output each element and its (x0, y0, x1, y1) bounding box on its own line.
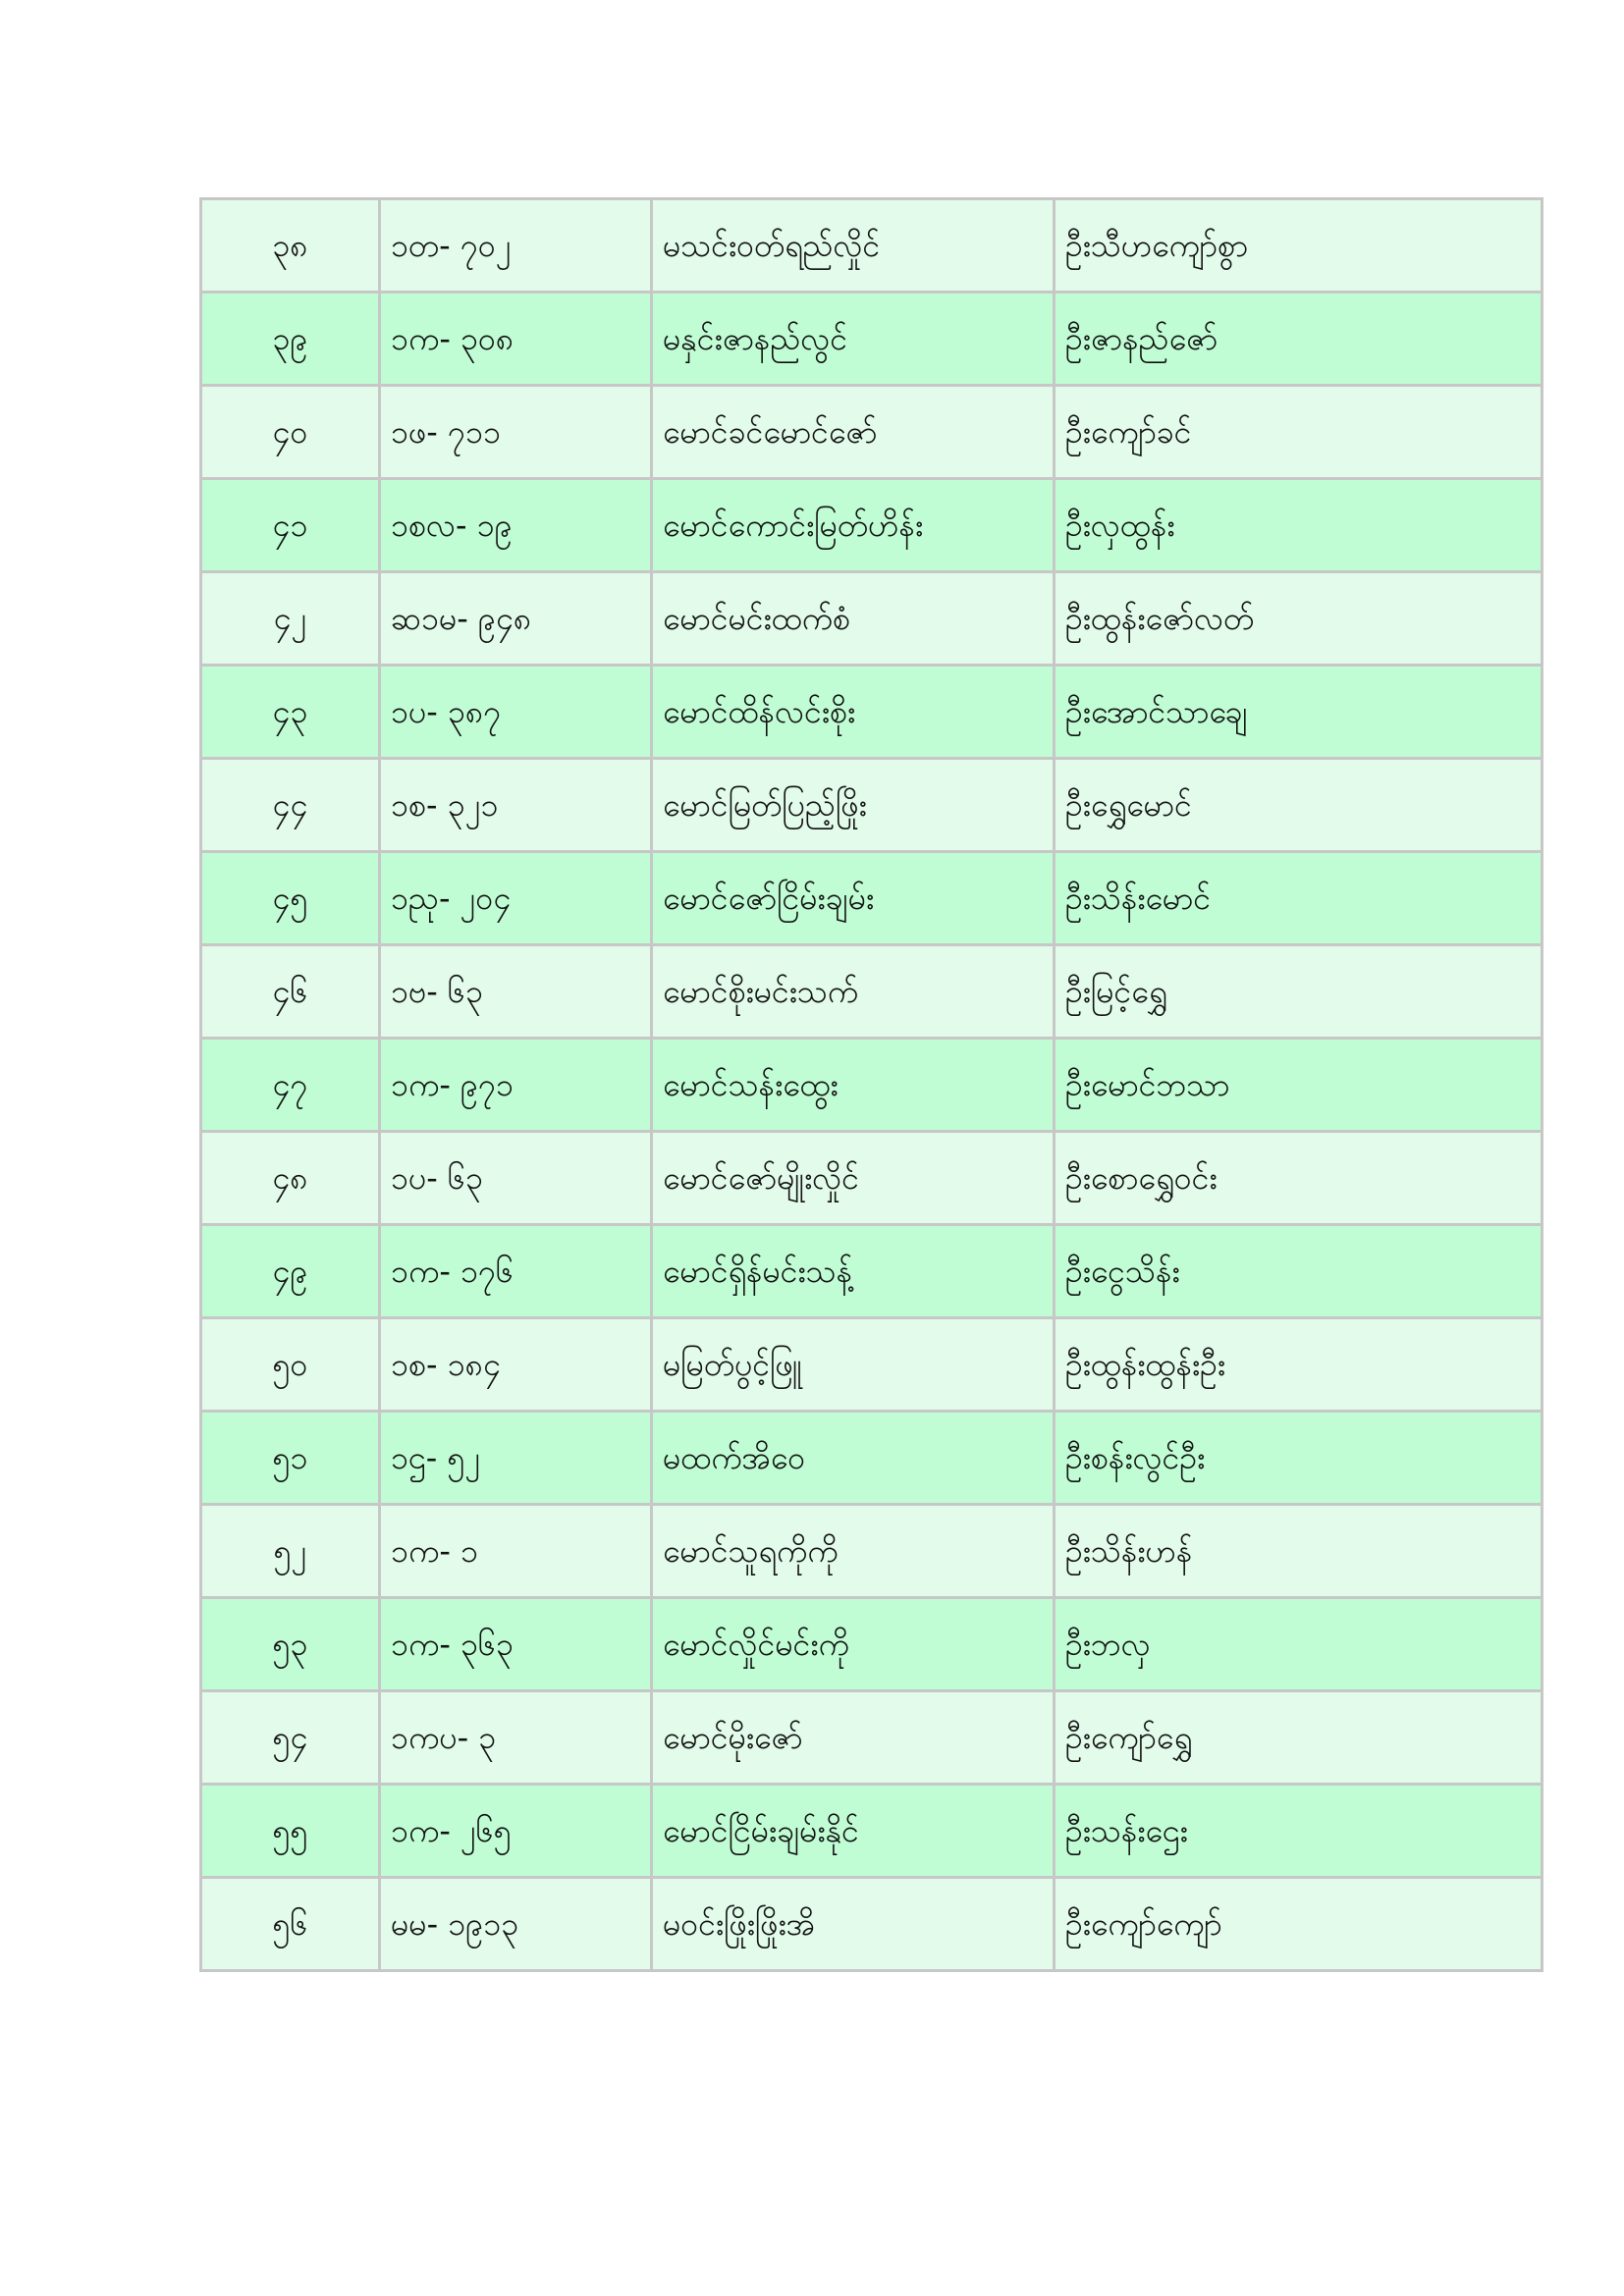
cell-student-name: မောင်ထိန်လင်းစိုး (652, 666, 1055, 759)
table-row (201, 1318, 1543, 1412)
cell-serial-number: ၄၁ (201, 479, 380, 572)
cell-registration-number: ၁က- ၁ (380, 1505, 652, 1598)
cell-student-name: မောင်မင်းထက်စံ (652, 572, 1055, 666)
cell-father-name: ဦးထွန်းဇော်လတ် (1055, 572, 1543, 666)
cell-father-name: ဦးစန်းလွင်ဦး (1055, 1412, 1543, 1505)
cell-serial-number: ၅၂ (201, 1505, 380, 1598)
table-row (201, 1785, 1543, 1878)
cell-serial-number: ၅၅ (201, 1785, 380, 1878)
table-row (201, 1039, 1543, 1132)
cell-registration-number: ၁ကပ- ၃ (380, 1691, 652, 1785)
cell-father-name: ဦးအောင်သာချေ (1055, 666, 1543, 759)
cell-serial-number: ၄၂ (201, 572, 380, 666)
cell-student-name: မဝင်းဖြိုးဖြိုးအိ (652, 1878, 1055, 1971)
cell-student-name: မောင်မိုးဇော် (652, 1691, 1055, 1785)
table-row (201, 1691, 1543, 1785)
cell-student-name: မောင်သန်းထွေး (652, 1039, 1055, 1132)
table-row (201, 1225, 1543, 1318)
cell-registration-number: ၁က- ၃၆၃ (380, 1598, 652, 1691)
cell-student-name: မောင်ငြိမ်းချမ်းနိုင် (652, 1785, 1055, 1878)
cell-father-name: ဦးသိန်းဟန် (1055, 1505, 1543, 1598)
table-row (201, 759, 1543, 852)
cell-father-name: ဦးကျော်ခင် (1055, 386, 1543, 479)
cell-serial-number: ၃၈ (201, 199, 380, 293)
table-row (201, 852, 1543, 945)
cell-registration-number: ၁ပ- ၃၈၇ (380, 666, 652, 759)
table-row (201, 572, 1543, 666)
cell-serial-number: ၅၆ (201, 1878, 380, 1971)
cell-student-name: မသင်းဝတ်ရည်လှိုင် (652, 199, 1055, 293)
cell-registration-number: ၁ပ- ၆၃ (380, 1132, 652, 1225)
cell-registration-number: ၁က- ၁၇၆ (380, 1225, 652, 1318)
cell-serial-number: ၅၁ (201, 1412, 380, 1505)
cell-student-name: မနှင်းဇာနည်လွင် (652, 293, 1055, 386)
cell-serial-number: ၄၄ (201, 759, 380, 852)
cell-registration-number: ၁စလ- ၁၉ (380, 479, 652, 572)
table-row (201, 479, 1543, 572)
cell-registration-number: ၁က- ၂၆၅ (380, 1785, 652, 1878)
cell-student-name: မောင်ဇော်ငြိမ်းချမ်း (652, 852, 1055, 945)
cell-student-name: မောင်ရှိန်မင်းသန့် (652, 1225, 1055, 1318)
cell-serial-number: ၄၇ (201, 1039, 380, 1132)
cell-student-name: မောင်မြတ်ပြည့်ဖြိုး (652, 759, 1055, 852)
cell-registration-number: ၁ညု- ၂၀၄ (380, 852, 652, 945)
cell-father-name: ဦးကျော်ကျော် (1055, 1878, 1543, 1971)
table-row (201, 666, 1543, 759)
table-row (201, 1505, 1543, 1598)
cell-serial-number: ၄၃ (201, 666, 380, 759)
cell-serial-number: ၄၈ (201, 1132, 380, 1225)
cell-registration-number: ၁ဗ- ၆၃ (380, 945, 652, 1039)
cell-registration-number: ၁စ- ၃၂၁ (380, 759, 652, 852)
cell-father-name: ဦးရွှေမောင် (1055, 759, 1543, 852)
cell-student-name: မောင်လှိုင်မင်းကို (652, 1598, 1055, 1691)
table-row (201, 1878, 1543, 1971)
cell-registration-number: ၁ဖ- ၇၁၁ (380, 386, 652, 479)
table-row (201, 1412, 1543, 1505)
table-row (201, 293, 1543, 386)
cell-serial-number: ၅၄ (201, 1691, 380, 1785)
cell-father-name: ဦးဘလှ (1055, 1598, 1543, 1691)
cell-father-name: ဦးလှထွန်း (1055, 479, 1543, 572)
cell-serial-number: ၅၃ (201, 1598, 380, 1691)
cell-father-name: ဦးဇာနည်ဇော် (1055, 293, 1543, 386)
cell-serial-number: ၄၀ (201, 386, 380, 479)
cell-registration-number: ဆ၁မ- ၉၄၈ (380, 572, 652, 666)
cell-father-name: ဦးကျော်ရွှေ (1055, 1691, 1543, 1785)
cell-student-name: မမြတ်ပွင့်ဖြူ (652, 1318, 1055, 1412)
cell-student-name: မောင်စိုးမင်းသက် (652, 945, 1055, 1039)
table-row (201, 1598, 1543, 1691)
table-row (201, 945, 1543, 1039)
table-row (201, 1132, 1543, 1225)
cell-father-name: ဦးသန်းဌေး (1055, 1785, 1543, 1878)
cell-serial-number: ၄၉ (201, 1225, 380, 1318)
cell-father-name: ဦးသိန်းမောင် (1055, 852, 1543, 945)
cell-registration-number: ၁စ- ၁၈၄ (380, 1318, 652, 1412)
student-list-table (199, 197, 1543, 1972)
cell-serial-number: ၅၀ (201, 1318, 380, 1412)
table-row (201, 386, 1543, 479)
cell-registration-number: ၁က- ၃၀၈ (380, 293, 652, 386)
cell-father-name: ဦးသီဟကျော်စွာ (1055, 199, 1543, 293)
table-row (201, 199, 1543, 293)
cell-student-name: မောင်သူရကိုကို (652, 1505, 1055, 1598)
cell-father-name: ဦးမြင့်ရွှေ (1055, 945, 1543, 1039)
cell-serial-number: ၄၆ (201, 945, 380, 1039)
cell-father-name: ဦးထွန်းထွန်းဦး (1055, 1318, 1543, 1412)
cell-serial-number: ၃၉ (201, 293, 380, 386)
cell-registration-number: ၁က- ၉၇၁ (380, 1039, 652, 1132)
cell-registration-number: ၁ဌ- ၅၂ (380, 1412, 652, 1505)
cell-student-name: မောင်ဇော်မျိုးလှိုင် (652, 1132, 1055, 1225)
cell-serial-number: ၄၅ (201, 852, 380, 945)
cell-student-name: မောင်ခင်မောင်ဇော် (652, 386, 1055, 479)
document-page (199, 197, 1541, 1972)
cell-registration-number: မမ- ၁၉၁၃ (380, 1878, 652, 1971)
cell-father-name: ဦးငွေသိန်း (1055, 1225, 1543, 1318)
cell-student-name: မောင်ကောင်းမြတ်ဟိန်း (652, 479, 1055, 572)
cell-registration-number: ၁တ- ၇၀၂ (380, 199, 652, 293)
table-body (201, 199, 1543, 1971)
cell-student-name: မထက်အိဝေ (652, 1412, 1055, 1505)
cell-father-name: ဦးစောရွှေဝင်း (1055, 1132, 1543, 1225)
cell-father-name: ဦးမောင်ဘသာ (1055, 1039, 1543, 1132)
